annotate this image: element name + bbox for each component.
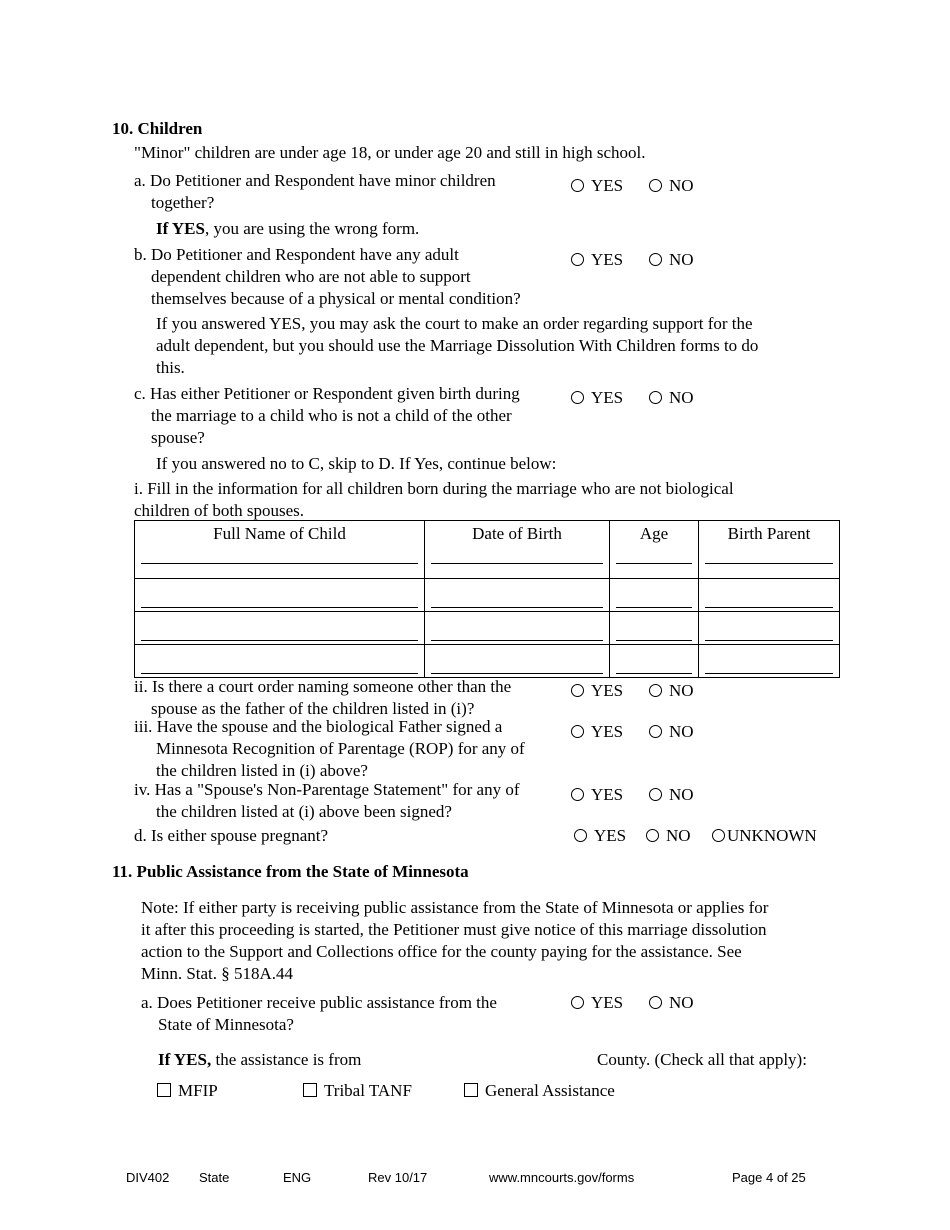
checkbox-icon bbox=[303, 1083, 317, 1097]
general-assistance-checkbox[interactable]: General Assistance bbox=[464, 1080, 615, 1102]
question-iii-line1: iii. Have the spouse and the biological Father signed a bbox=[134, 717, 503, 736]
section-10-title: 10. Children bbox=[112, 119, 203, 138]
radio-icon bbox=[571, 996, 584, 1009]
input-line[interactable] bbox=[616, 563, 692, 564]
radio-icon bbox=[571, 391, 584, 404]
question-b-line2: dependent children who are not able to support bbox=[151, 267, 471, 286]
question-a-line1: a. Do Petitioner and Respondent have minor children bbox=[134, 171, 496, 190]
mfip-checkbox[interactable]: MFIP bbox=[157, 1080, 218, 1102]
qc-yes-radio[interactable]: YES bbox=[571, 387, 623, 409]
qa-no-radio[interactable]: NO bbox=[649, 175, 694, 197]
table-header-row bbox=[135, 521, 840, 579]
footer-form-id: DIV402 bbox=[126, 1170, 170, 1185]
input-line[interactable] bbox=[431, 563, 603, 564]
section-11-title: 11. Public Assistance from the State of Minnesota bbox=[112, 862, 469, 881]
input-line[interactable] bbox=[431, 673, 603, 674]
input-line[interactable] bbox=[431, 640, 603, 641]
question-11a-line2: State of Minnesota? bbox=[158, 1015, 294, 1034]
footer-state: State bbox=[199, 1170, 230, 1185]
radio-icon bbox=[571, 253, 584, 266]
radio-icon bbox=[712, 829, 725, 842]
input-line[interactable] bbox=[616, 673, 692, 674]
question-i-line2: children of both spouses. bbox=[134, 501, 304, 520]
radio-icon bbox=[649, 253, 662, 266]
radio-icon bbox=[649, 391, 662, 404]
input-line[interactable] bbox=[705, 640, 833, 641]
input-line[interactable] bbox=[616, 607, 692, 608]
children-definition: "Minor" children are under age 18, or under age 20 and still in high school. bbox=[134, 143, 646, 162]
qa-yes-radio[interactable]: YES bbox=[571, 175, 623, 197]
footer-revision: Rev 10/17 bbox=[368, 1170, 428, 1185]
qd-yes-radio[interactable]: YES bbox=[574, 825, 626, 847]
question-11a-line1: a. Does Petitioner receive public assistance from the bbox=[141, 993, 497, 1012]
radio-icon bbox=[649, 179, 662, 192]
radio-icon bbox=[571, 725, 584, 738]
table-row bbox=[135, 612, 840, 645]
question-ii-line2: spouse as the father of the children listed in (i)? bbox=[151, 699, 475, 718]
question-b-note1: If you answered YES, you may ask the court to make an order regarding support for the bbox=[156, 314, 753, 333]
question-a-line2: together? bbox=[151, 193, 215, 212]
input-line[interactable] bbox=[705, 607, 833, 608]
question-a-note: If YES, you are using the wrong form. bbox=[156, 219, 420, 238]
children-table bbox=[134, 520, 840, 678]
section-11-note3: action to the Support and Collections office for the county paying for the assistance. See bbox=[141, 942, 742, 961]
question-iii-line2: Minnesota Recognition of Parentage (ROP) for any of bbox=[156, 739, 525, 758]
county-label: County. (Check all that apply): bbox=[597, 1050, 807, 1069]
radio-icon bbox=[649, 725, 662, 738]
qiv-no-radio[interactable]: NO bbox=[649, 784, 694, 806]
question-c-note: If you answered no to C, skip to D. If Yes, continue below: bbox=[156, 454, 557, 473]
qd-unknown-radio[interactable]: UNKNOWN bbox=[712, 825, 817, 847]
input-line[interactable] bbox=[616, 640, 692, 641]
question-b-line3: themselves because of a physical or mental condition? bbox=[151, 289, 521, 308]
column-header-dob: Date of Birth bbox=[425, 521, 610, 579]
footer-url[interactable]: www.mncourts.gov/forms bbox=[489, 1170, 635, 1185]
qiv-yes-radio[interactable]: YES bbox=[571, 784, 623, 806]
checkbox-icon bbox=[157, 1083, 171, 1097]
qiii-yes-radio[interactable]: YES bbox=[571, 721, 623, 743]
table-row bbox=[135, 645, 840, 678]
qd-no-radio[interactable]: NO bbox=[646, 825, 691, 847]
input-line[interactable] bbox=[705, 673, 833, 674]
section-11-note2: it after this proceeding is started, the Petitioner must give notice of this marriage dissolution bbox=[141, 920, 767, 939]
qb-yes-radio[interactable]: YES bbox=[571, 249, 623, 271]
question-iii-line3: the children listed in (i) above? bbox=[156, 761, 368, 780]
qii-no-radio[interactable]: NO bbox=[649, 680, 694, 702]
section-11-note4: Minn. Stat. § 518A.44 bbox=[141, 964, 294, 983]
input-line[interactable] bbox=[141, 607, 418, 608]
column-header-age: Age bbox=[610, 521, 699, 579]
column-header-birth-parent: Birth Parent bbox=[699, 521, 840, 579]
input-line[interactable] bbox=[141, 640, 418, 641]
tribal-tanf-checkbox[interactable]: Tribal TANF bbox=[303, 1080, 412, 1102]
question-c-line3: spouse? bbox=[151, 428, 205, 447]
question-b-note3: this. bbox=[156, 358, 185, 377]
qc-no-radio[interactable]: NO bbox=[649, 387, 694, 409]
footer-language: ENG bbox=[283, 1170, 312, 1185]
radio-icon bbox=[649, 788, 662, 801]
qii-yes-radio[interactable]: YES bbox=[571, 680, 623, 702]
radio-icon bbox=[571, 684, 584, 697]
input-line[interactable] bbox=[705, 563, 833, 564]
section-11-note1: Note: If either party is receiving public assistance from the State of Minnesota or applies for bbox=[141, 898, 769, 917]
column-header-full-name: Full Name of Child bbox=[135, 521, 425, 579]
radio-icon bbox=[649, 684, 662, 697]
input-line[interactable] bbox=[141, 673, 418, 674]
question-iv-line2: the children listed at (i) above been signed? bbox=[156, 802, 452, 821]
q11a-yes-radio[interactable]: YES bbox=[571, 992, 623, 1014]
radio-icon bbox=[574, 829, 587, 842]
footer-page-number: Page 4 of 25 bbox=[732, 1170, 806, 1185]
radio-icon bbox=[649, 996, 662, 1009]
table-row bbox=[135, 579, 840, 612]
qiii-no-radio[interactable]: NO bbox=[649, 721, 694, 743]
qb-no-radio[interactable]: NO bbox=[649, 249, 694, 271]
input-line[interactable] bbox=[431, 607, 603, 608]
question-d: d. Is either spouse pregnant? bbox=[134, 826, 329, 845]
question-b-note2: adult dependent, but you should use the Marriage Dissolution With Children forms to do bbox=[156, 336, 759, 355]
question-ii-line1: ii. Is there a court order naming someone other than the bbox=[134, 677, 512, 696]
radio-icon bbox=[571, 179, 584, 192]
question-b-line1: b. Do Petitioner and Respondent have any adult bbox=[134, 245, 459, 264]
radio-icon bbox=[571, 788, 584, 801]
question-iv-line1: iv. Has a "Spouse's Non-Parentage Statement" for any of bbox=[134, 780, 520, 799]
input-line[interactable] bbox=[141, 563, 418, 564]
radio-icon bbox=[646, 829, 659, 842]
q11a-no-radio[interactable]: NO bbox=[649, 992, 694, 1014]
if-yes-assistance-from: If YES, the assistance is from bbox=[158, 1050, 362, 1069]
question-i-line1: i. Fill in the information for all children born during the marriage who are not biological bbox=[134, 479, 734, 498]
question-c-line2: the marriage to a child who is not a child of the other bbox=[151, 406, 512, 425]
question-c-line1: c. Has either Petitioner or Respondent given birth during bbox=[134, 384, 520, 403]
checkbox-icon bbox=[464, 1083, 478, 1097]
